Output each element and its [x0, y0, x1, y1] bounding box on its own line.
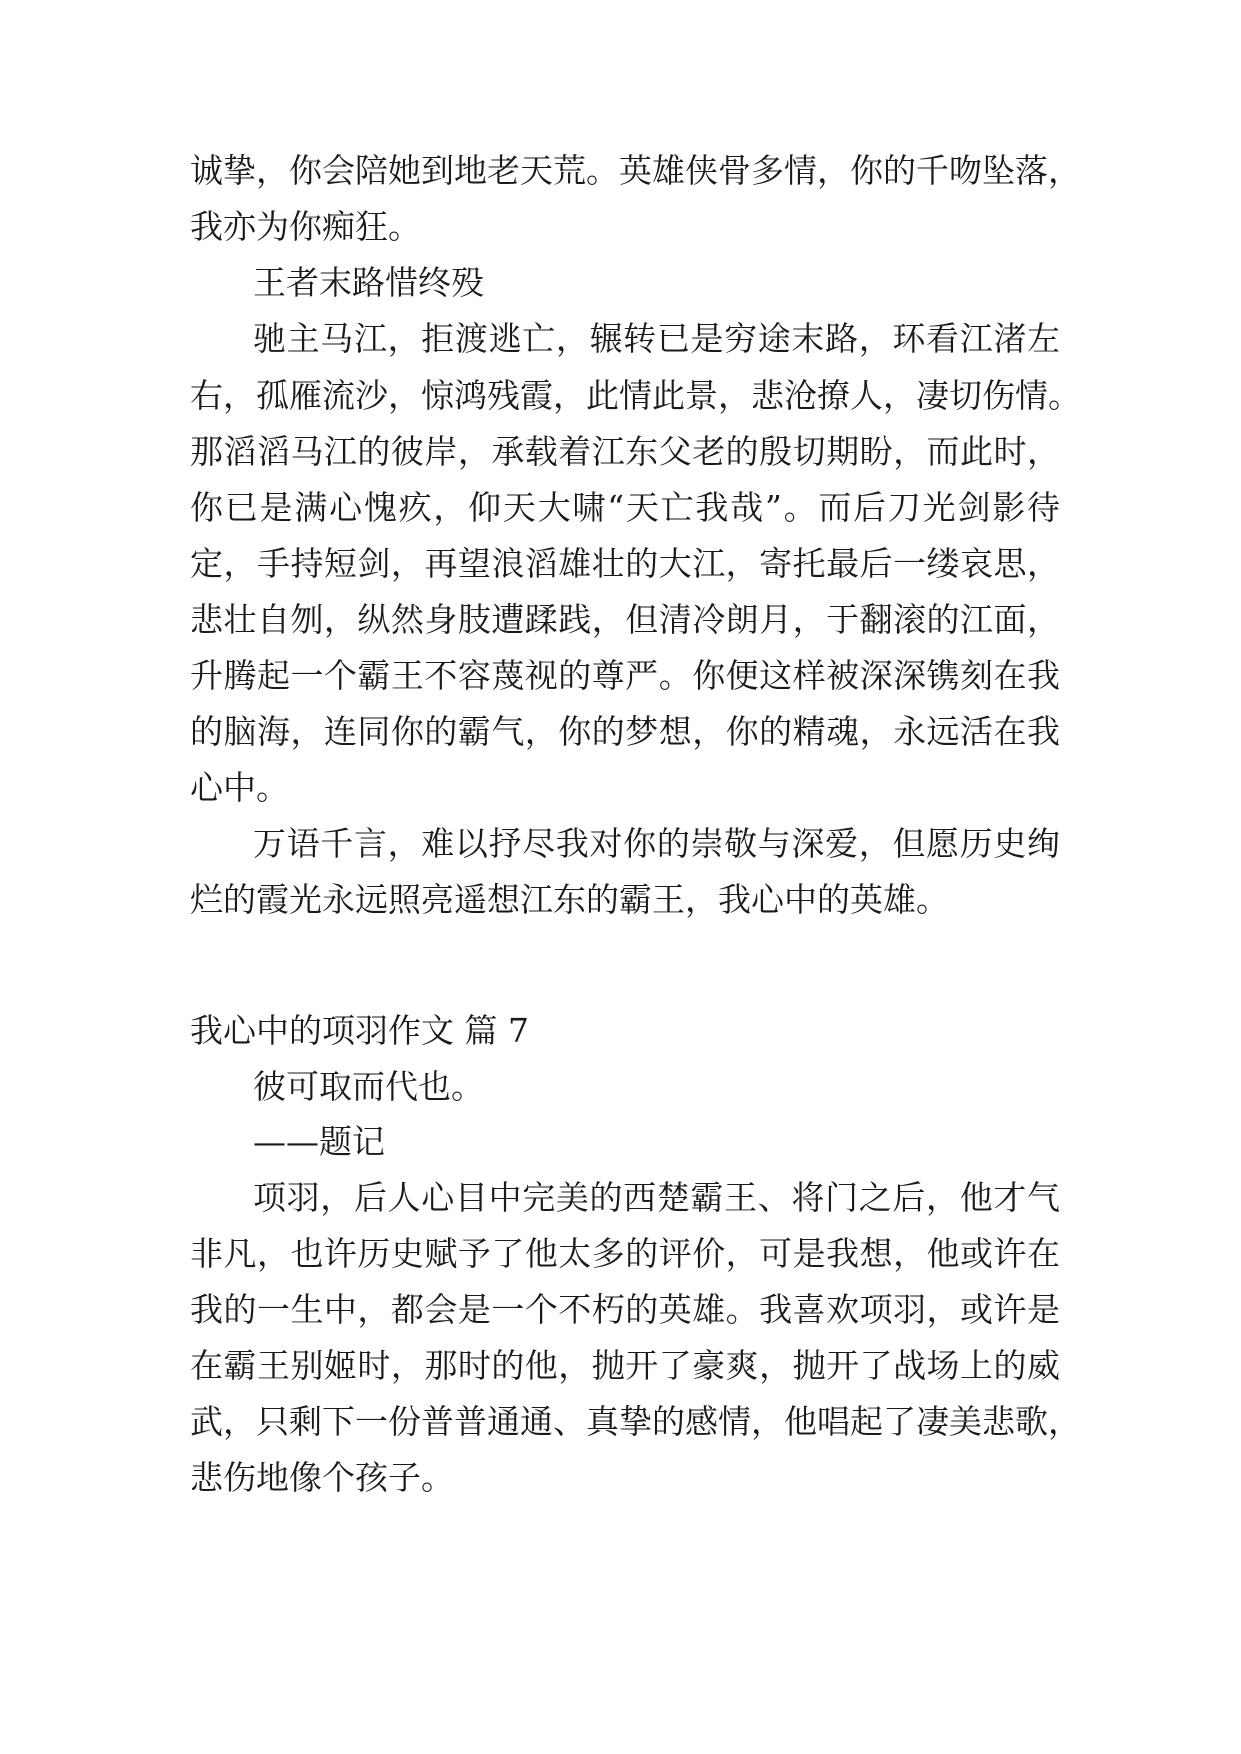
body-text-line: 升腾起一个霸王不容蔑视的尊严。你便这样被深深镌刻在我	[190, 656, 1060, 695]
article-title: 我心中的项羽作文 篇 7	[190, 1011, 529, 1050]
body-text-line: 万语千言，难以抒尽我对你的崇敬与深爱，但愿历史绚	[253, 824, 1060, 863]
body-text-line: 烂的霞光永远照亮遥想江东的霸王，我心中的英雄。	[190, 880, 949, 919]
body-text-line: 悲壮自刎，纵然身肢遭蹂践，但清冷朗月，于翻滚的江面，	[190, 600, 1060, 639]
body-text-line: 武，只剩下一份普普通通、真挚的感情，他唱起了凄美悲歌，	[190, 1402, 1081, 1441]
epigraph-attribution: ——题记	[253, 1122, 385, 1161]
body-text-line: 非凡，也许历史赋予了他太多的评价，可是我想，他或许在	[190, 1234, 1060, 1273]
body-text-line: 项羽，后人心目中完美的西楚霸王、将门之后，他才气	[253, 1178, 1060, 1217]
body-text-line: 驰主马江，拒渡逃亡，辗转已是穷途末路，环看江渚左	[253, 319, 1060, 358]
body-text-line: 我的一生中，都会是一个不朽的英雄。我喜欢项羽，或许是	[190, 1290, 1060, 1329]
body-text-line: 的脑海，连同你的霸气，你的梦想，你的精魂，永远活在我	[190, 712, 1060, 751]
body-text-line: 右，孤雁流沙，惊鸿残霞，此情此景，悲沧撩人，凄切伤情。	[190, 376, 1081, 415]
body-text-line: 我亦为你痴狂。	[190, 207, 421, 246]
body-text-line: 悲伤地像个孩子。	[190, 1458, 454, 1497]
body-text-line: 那滔滔马江的彼岸，承载着江东父老的殷切期盼，而此时，	[190, 432, 1060, 471]
section-subheading: 王者末路惜终殁	[253, 263, 484, 302]
epigraph-text: 彼可取而代也。	[253, 1067, 484, 1106]
body-text-line: 定，手持短剑，再望浪滔雄壮的大江，寄托最后一缕哀思，	[190, 544, 1060, 583]
body-text-line: 心中。	[190, 768, 289, 807]
body-text-line: 在霸王别姬时，那时的他，抛开了豪爽，抛开了战场上的威	[190, 1346, 1060, 1385]
body-text-line: 你已是满心愧疚，仰天大啸“天亡我哉”。而后刀光剑影待	[190, 488, 1060, 527]
body-text-line: 诚挚，你会陪她到地老天荒。英雄侠骨多情，你的千吻坠落，	[190, 151, 1081, 190]
